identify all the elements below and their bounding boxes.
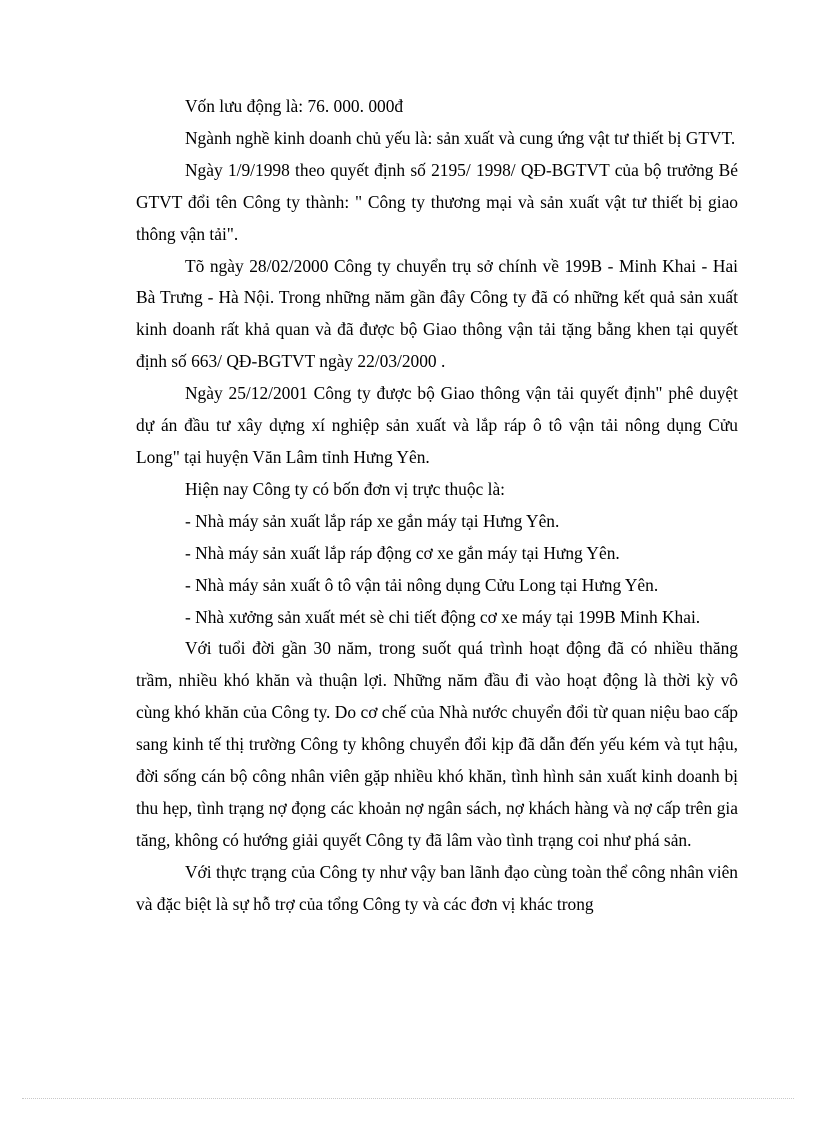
list-item-parts-workshop: - Nhà xưởng sản xuất mét sè chi tiết động cơ xe máy tại 199B Minh Khai. [185,606,701,627]
paragraph-renaming-decision: Ngày 1/9/1998 theo quyết định số 2195/ 1998/ QĐ-BGTVT của bộ trưởng Bé GTVT đổi tên Công ty thành: " Công ty thương mại và sản xuất vật tư thiết bị giao thông vận tải". [136,159,738,244]
paragraph-business-lines: Ngành nghề kinh doanh chủ yếu là: sản xuất và cung ứng vật tư thiết bị GTVT. [185,127,736,148]
paragraph-subsidiaries-intro: Hiện nay Công ty có bốn đơn vị trực thuộc là: [185,478,506,499]
list-item-truck-factory: - Nhà máy sản xuất ô tô vận tải nông dụng Cửu Long tại Hưng Yên. [185,574,659,595]
paragraph-company-history: Với tuổi đời gần 30 năm, trong suốt quá trình hoạt động đã có nhiều thăng trầm, nhiều khó khăn và thuận lợi. Những năm đầu đi vào hoạt động là thời kỳ vô cùng khó khăn của Công ty. Do cơ chế của Nhà nước chuyển đổi từ quan niệu bao cấp sang kinh tế thị trường Công ty không chuyển đổi kịp đã dẫn đến yếu kém và tụt hậu, đời sống cán bộ công nhân viên gặp nhiều khó khăn, tình hình sản xuất kinh doanh bị thu hẹp, tình trạng nợ đọng các khoản nợ ngân sách, nợ khách hàng và nợ cấp trên gia tăng, không có hướng giải quyết Công ty đã lâm vào tình trạng coi như phá sản. [136,638,738,850]
paragraph-investment-project: Ngày 25/12/2001 Công ty được bộ Giao thông vận tải quyết định" phê duyệt dự án đầu tư xây dựng xí nghiệp sản xuất và lắp ráp ô tô vận tải nông dụng Cửu Long" tại huyện Văn Lâm tỉnh Hưng Yên. [136,383,738,467]
page-bottom-divider [22,1098,794,1099]
paragraph-current-situation: Với thực trạng của Công ty như vậy ban lãnh đạo cùng toàn thể công nhân viên và đặc biệt là sự hỗ trợ của tổng Công ty và các đơn vị khác trong [136,861,738,914]
list-item-engine-assembly: - Nhà máy sản xuất lắp ráp động cơ xe gắn máy tại Hưng Yên. [185,542,620,563]
body-text [136,91,738,921]
paragraph-headquarters-move: Tõ ngày 28/02/2000 Công ty chuyển trụ sở chính về 199B - Minh Khai - Hai Bà Trưng - Hà Nội. Trong những năm gần đây Công ty đã có những kết quả sản xuất kinh doanh rất khả quan và đã được bộ Giao thông vận tải tặng bằng khen tại quyết định số 663/ QĐ-BGTVT ngày 22/03/2000 . [136,255,738,372]
paragraph-working-capital: Vốn lưu động là: 76. 000. 000đ [185,96,404,116]
list-item-motorbike-assembly: - Nhà máy sản xuất lắp ráp xe gắn máy tại Hưng Yên. [185,510,560,531]
